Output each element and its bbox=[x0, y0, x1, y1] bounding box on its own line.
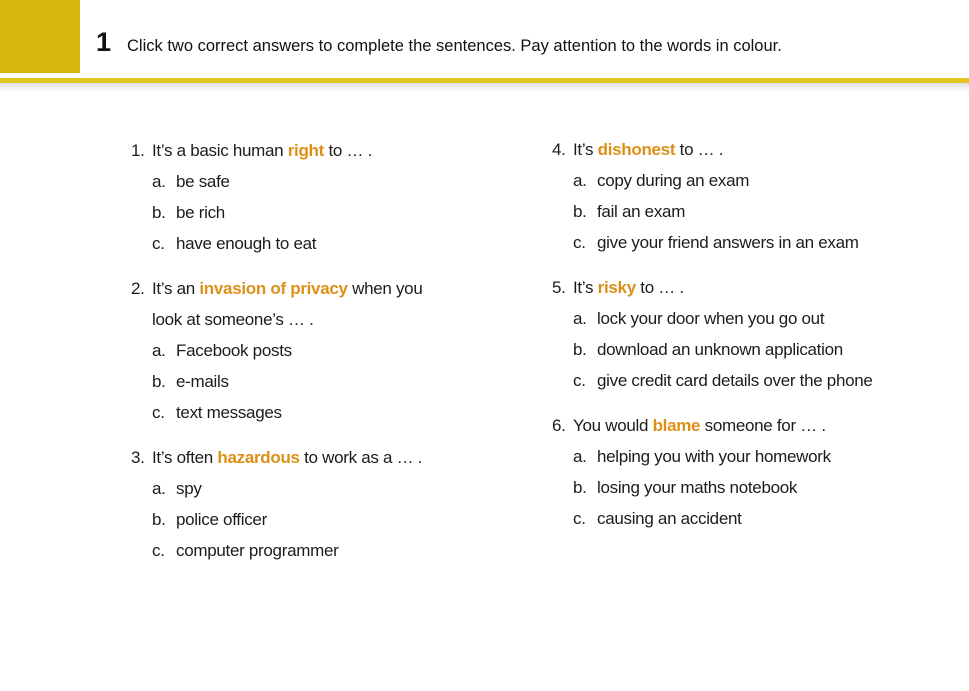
option-3c[interactable] bbox=[152, 535, 536, 566]
option-letter: c. bbox=[152, 541, 165, 560]
option-letter: b. bbox=[152, 203, 166, 222]
question-text bbox=[573, 272, 957, 303]
option-letter: b. bbox=[573, 202, 587, 221]
question-number: 6. bbox=[552, 416, 566, 435]
option-letter: b. bbox=[152, 372, 166, 391]
question-2 bbox=[131, 273, 536, 428]
option-text: text messages bbox=[176, 403, 282, 422]
question-text bbox=[573, 134, 957, 165]
option-4a[interactable] bbox=[573, 165, 957, 196]
keyword: invasion of privacy bbox=[199, 279, 348, 298]
sentence-suffix: when you bbox=[347, 279, 423, 298]
option-text: helping you with your homework bbox=[597, 447, 831, 466]
option-3b[interactable] bbox=[152, 504, 536, 535]
option-letter: a. bbox=[152, 341, 166, 360]
question-number: 5. bbox=[552, 278, 566, 297]
sentence-suffix: someone for … . bbox=[700, 416, 826, 435]
question-6-sentence bbox=[552, 410, 957, 441]
question-number: 3. bbox=[131, 448, 145, 467]
option-letter: a. bbox=[152, 479, 166, 498]
option-letter: a. bbox=[573, 309, 587, 328]
option-2b[interactable] bbox=[152, 366, 536, 397]
option-text: be rich bbox=[176, 203, 225, 222]
option-letter: c. bbox=[573, 233, 586, 252]
exercise-number: 1 bbox=[96, 27, 112, 57]
sentence-suffix: to work as a … . bbox=[299, 448, 423, 467]
option-4c[interactable] bbox=[573, 227, 957, 258]
keyword: blame bbox=[652, 416, 701, 435]
option-5c[interactable] bbox=[573, 365, 957, 396]
option-2a[interactable] bbox=[152, 335, 536, 366]
option-2c[interactable] bbox=[152, 397, 536, 428]
option-letter: a. bbox=[573, 447, 587, 466]
sentence-suffix: to … . bbox=[675, 140, 724, 159]
option-text: Facebook posts bbox=[176, 341, 292, 360]
option-3a[interactable] bbox=[152, 473, 536, 504]
header-shadow bbox=[0, 83, 969, 92]
option-6a[interactable] bbox=[573, 441, 957, 472]
question-3 bbox=[131, 442, 536, 566]
question-4 bbox=[552, 134, 957, 258]
header-divider-line bbox=[0, 78, 969, 83]
sentence-line2: look at someone’s … . bbox=[152, 310, 314, 329]
question-text bbox=[152, 273, 536, 335]
question-5 bbox=[552, 272, 957, 396]
exercise-instruction: Click two correct answers to complete the sentences. Pay attention to the words in colour. bbox=[127, 37, 782, 55]
option-text: computer programmer bbox=[176, 541, 339, 560]
option-text: police officer bbox=[176, 510, 267, 529]
keyword: hazardous bbox=[217, 448, 300, 467]
question-1 bbox=[131, 135, 536, 259]
question-number: 1. bbox=[131, 141, 145, 160]
option-5a[interactable] bbox=[573, 303, 957, 334]
questions-column-left bbox=[131, 135, 536, 580]
sentence-prefix: It’s an bbox=[152, 279, 200, 298]
option-text: be safe bbox=[176, 172, 230, 191]
sentence-prefix: It’s often bbox=[152, 448, 218, 467]
questions-column-right bbox=[552, 134, 957, 548]
sentence-prefix: It’s bbox=[573, 140, 598, 159]
option-text: fail an exam bbox=[597, 202, 686, 221]
keyword: right bbox=[287, 141, 325, 160]
option-letter: b. bbox=[573, 340, 587, 359]
question-1-sentence bbox=[131, 135, 536, 166]
option-6c[interactable] bbox=[573, 503, 957, 534]
option-6b[interactable] bbox=[573, 472, 957, 503]
question-4-sentence bbox=[552, 134, 957, 165]
option-text: causing an accident bbox=[597, 509, 742, 528]
option-text: give credit card details over the phone bbox=[597, 371, 873, 390]
sentence-prefix: It’s bbox=[573, 278, 598, 297]
option-letter: c. bbox=[152, 234, 165, 253]
option-text: spy bbox=[176, 479, 202, 498]
option-text: lock your door when you go out bbox=[597, 309, 825, 328]
sentence-prefix: You would bbox=[573, 416, 653, 435]
option-letter: c. bbox=[152, 403, 165, 422]
option-1c[interactable] bbox=[152, 228, 536, 259]
question-text bbox=[152, 442, 536, 473]
sentence-prefix: It’s a basic human bbox=[152, 141, 288, 160]
sentence-suffix: to … . bbox=[324, 141, 372, 160]
option-text: download an unknown application bbox=[597, 340, 843, 359]
question-2-sentence bbox=[131, 273, 536, 335]
option-letter: c. bbox=[573, 371, 586, 390]
option-text: losing your maths notebook bbox=[597, 478, 798, 497]
option-text: copy during an exam bbox=[597, 171, 750, 190]
option-1b[interactable] bbox=[152, 197, 536, 228]
keyword: dishonest bbox=[597, 140, 676, 159]
option-text: e-mails bbox=[176, 372, 229, 391]
option-letter: a. bbox=[152, 172, 166, 191]
option-letter: c. bbox=[573, 509, 586, 528]
question-number: 4. bbox=[552, 140, 566, 159]
option-4b[interactable] bbox=[573, 196, 957, 227]
gold-corner-block bbox=[0, 0, 80, 73]
question-6 bbox=[552, 410, 957, 534]
option-letter: a. bbox=[573, 171, 587, 190]
option-1a[interactable] bbox=[152, 166, 536, 197]
option-text: give your friend answers in an exam bbox=[597, 233, 859, 252]
question-3-sentence bbox=[131, 442, 536, 473]
option-text: have enough to eat bbox=[176, 234, 317, 253]
option-5b[interactable] bbox=[573, 334, 957, 365]
sentence-suffix: to … . bbox=[635, 278, 684, 297]
question-text bbox=[573, 410, 957, 441]
question-number: 2. bbox=[131, 279, 145, 298]
question-5-sentence bbox=[552, 272, 957, 303]
question-text bbox=[152, 135, 536, 166]
keyword: risky bbox=[597, 278, 636, 297]
option-letter: b. bbox=[573, 478, 587, 497]
option-letter: b. bbox=[152, 510, 166, 529]
